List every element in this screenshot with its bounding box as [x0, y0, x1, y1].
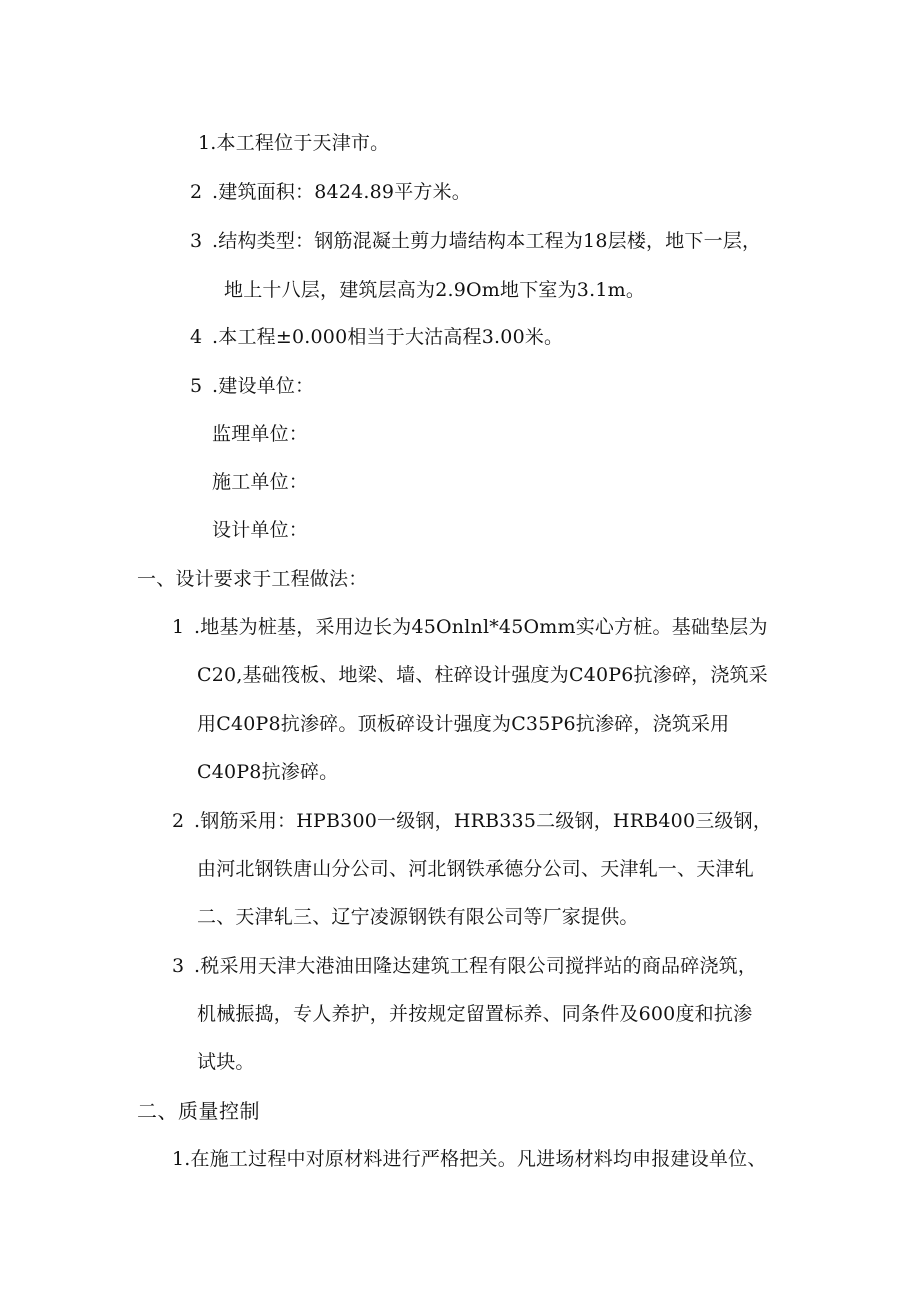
section-1-item-1-line-3: 用C40P8抗渗碎。顶板碎设计强度为C35P6抗渗碎，浇筑采用: [197, 713, 730, 735]
intro-item-3-text: .结构类型：钢筋混凝土剪力墙结构本工程为18层楼，地下一层，: [212, 230, 762, 252]
section-1-heading: 一、设计要求于工程做法：: [137, 568, 368, 590]
section-2-heading: 二、质量控制: [137, 1099, 260, 1123]
design-unit-label: 设计单位：: [212, 519, 309, 541]
section-1-item-3-line-2: 机械振捣，专人养护，并按规定留置标养、同条件及600度和抗渗: [197, 1003, 753, 1025]
intro-item-2-text: .建筑面积：8424.89平方米。: [212, 181, 472, 203]
section-1-item-1-line-1: [172, 614, 768, 640]
section-1-item-1-text-1: .地基为桩基，采用边长为45Onlnl*45Omm实心方桩。基础垫层为: [194, 616, 768, 638]
intro-item-3-number: 3: [190, 230, 203, 252]
intro-item-1: [198, 130, 389, 156]
intro-item-3-line-1: [190, 228, 761, 254]
intro-item-3-line-2: 地上十八层，建筑层高为2.9Om地下室为3.1m。: [224, 279, 646, 301]
intro-item-5-text: .建设单位：: [212, 375, 315, 397]
section-1-item-2-text-1: .钢筋采用：HPB300一级钢，HRB335二级钢，HRB400三级钢，: [194, 810, 773, 832]
section-1-item-1-line-2: C20,基础筏板、地梁、墙、柱碎设计强度为C40P6抗渗碎，浇筑采: [197, 664, 768, 686]
intro-item-4-number: 4: [190, 326, 203, 348]
intro-item-1-number: 1.: [198, 132, 217, 154]
construction-unit-label: 施工单位：: [212, 471, 309, 493]
intro-item-1-text: 本工程位于天津市。: [216, 132, 390, 154]
section-1-item-2-line-3: 二、天津轧三、辽宁凌源钢铁有限公司等厂家提供。: [197, 906, 639, 928]
section-1-item-3-line-1: [172, 953, 757, 979]
supervision-unit-label: 监理单位：: [212, 423, 309, 445]
section-1-item-3-line-3: 试块。: [197, 1051, 255, 1073]
section-1-item-3-text-1: .税采用天津大港油田隆达建筑工程有限公司搅拌站的商品碎浇筑，: [194, 955, 758, 977]
section-1-item-2-line-2: 由河北钢铁唐山分公司、河北钢铁承德分公司、天津轧一、天津轧: [197, 858, 754, 880]
intro-item-4: [190, 324, 563, 350]
intro-item-4-text: .本工程±0.000相当于大沽高程3.00米。: [212, 326, 564, 348]
intro-item-2-number: 2: [190, 181, 203, 203]
section-1-item-1-line-4: C40P8抗渗碎。: [197, 761, 339, 783]
section-1-item-2-line-1: [172, 808, 772, 834]
intro-item-5-number: 5: [190, 375, 203, 397]
section-1-item-1-number: 1: [172, 616, 185, 638]
section-2-item-1: 1.在施工过程中对原材料进行严格把关。凡进场材料均申报建设单位、: [172, 1148, 767, 1170]
section-1-item-3-number: 3: [172, 955, 185, 977]
intro-item-2: [190, 179, 471, 205]
section-1-item-2-number: 2: [172, 810, 185, 832]
intro-item-5: [190, 373, 314, 399]
